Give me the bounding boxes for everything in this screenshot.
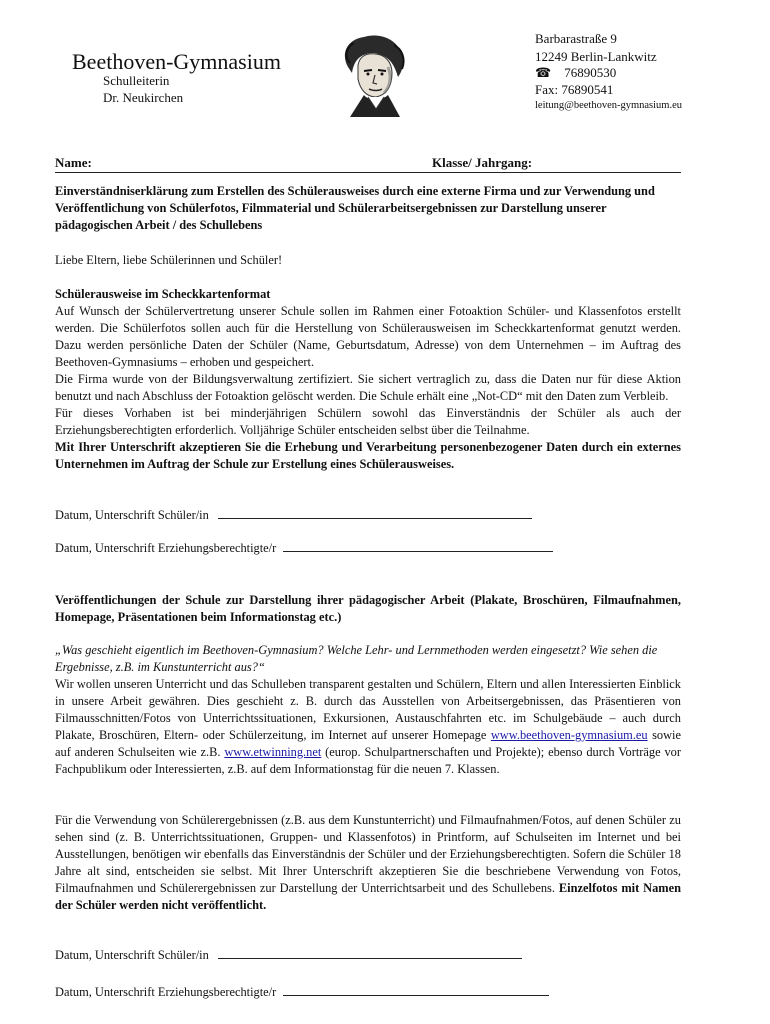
section1-paragraph-3: Für dieses Vorhaben ist bei minderjährigen Schülern sowohl das Einverständnis der Schüler als auch der Erziehungsberechtigten erforderlich. Volljährige Schüler entscheiden selbst über die Teilnahme. <box>55 406 681 437</box>
signature-line[interactable] <box>218 508 532 519</box>
signature-label: Datum, Unterschrift Erziehungsberechtigte/r <box>55 541 277 555</box>
paragraph-text: Für die Verwendung von Schülerergebnissen (z.B. aus dem Kunstunterricht) und Filmaufnahmen/Fotos, auf denen Schüler zu sehen sind (z. B. Unterrichtssituationen, Gruppen- und Klassenfotos) in Printform, auf Schulseiten im Internet und bei Ausstellungen, benötigen wir ebenfalls das Einverständnis der Schüler und der Erziehungsberechtigten. Sofern die Schüler 18 Jahre alt sind, entscheiden sie selbst. Mit Ihrer Unterschrift akzeptieren Sie die beschriebene Verwendung von Fotos, Filmaufnahmen und Schülerergebnissen zur Darstellung der Unterrichtsarbeit und des Schullebens. <box>55 813 681 895</box>
section1-consent-statement: Mit Ihrer Unterschrift akzeptieren Sie die Erhebung und Verarbeitung personenbezogener Daten durch ein externes Unternehmen im Auftrag der Schule zur Erstellung eines Schülerausweises. <box>55 440 681 471</box>
paragraph-text: sowie auf anderen Schulseiten wie z.B. <box>55 728 681 759</box>
paragraph-text: (europ. Schulpartnerschaften und Projekte); ebenso durch Vorträge vor Fachpublikum oder Interessierten, z.B. auf dem Informationstag für die neuen 7. Klassen. <box>55 745 682 776</box>
section2-heading: Veröffentlichungen der Schule zur Darstellung ihrer pädagogischer Arbeit (Plakate, Broschüren, Filmaufnahmen, Homepage, Präsentationen beim Informationstag etc.) <box>55 593 681 624</box>
section2-quote: „Was geschieht eigentlich im Beethoven-Gymnasium? Welche Lehr- und Lernmethoden werden eingesetzt? Wie sehen die Ergebnisse, z.B. im Kunstunterricht aus?“ <box>55 643 658 674</box>
class-label: Klasse/ Jahrgang: <box>432 155 533 170</box>
signature-parent-1[interactable] <box>55 540 553 557</box>
paragraph-text: Wir wollen unseren Unterricht und das Schulleben transparent gestalten und Schülern, Eltern und allen Interessierten Einblick in unsere Arbeit gewähren. Dies geschieht z. B. durch das Ausstellen von Arbeitsergebnissen, das Präsentieren von Filmausschnitten/Fotos von Unterrichtssituationen, Exkursionen, Austauschfahrten etc. im Schulgebäude – auch durch Plakate, Broschüren, Eltern- oder Schülerzeitung, im Internet auf unserer Homepage <box>55 677 681 742</box>
signature-line[interactable] <box>283 985 549 996</box>
section2-paragraph-2 <box>55 812 681 914</box>
address-city: 12249 Berlin-Lankwitz <box>535 49 657 64</box>
signature-label: Datum, Unterschrift Schüler/in <box>55 508 209 522</box>
name-label: Name: <box>55 155 92 170</box>
address-street: Barbarastraße 9 <box>535 31 617 46</box>
section1-paragraph-1: Auf Wunsch der Schülervertretung unserer Schule sollen im Rahmen einer Fotoaktion Schüler- und Klassenfotos erstellt werden. Die Schülerfotos sollen auch für die Herstellung von Schülerausweisen im Scheckkartenformat genutzt werden. Dazu werden persönliche Daten der Schüler (Name, Geburtsdatum, Adresse) von dem Unternehmen – im Auftrag des Beethoven-Gymnasiums – erhoben und gespeichert. <box>55 304 681 369</box>
beethoven-portrait <box>334 33 414 117</box>
phone-line <box>535 64 616 81</box>
section2-paragraph-1 <box>55 676 681 778</box>
signature-label: Datum, Unterschrift Erziehungsberechtigte/r <box>55 985 277 999</box>
section1-paragraph-2: Die Firma wurde von der Bildungsverwaltung zertifiziert. Sie sichert vertraglich zu, dass die Daten nur für diese Aktion benutzt und nach Abschluss der Fotoaktion gelöscht werden. Die Schule erhält eine „Not-CD“ mit den Daten zum Verbleib. <box>55 372 681 403</box>
email-address: leitung@beethoven-gymnasium.eu <box>535 100 683 111</box>
school-name: Beethoven-Gymnasium <box>72 49 281 74</box>
signature-line[interactable] <box>218 948 522 959</box>
signature-label: Datum, Unterschrift Schüler/in <box>55 948 209 962</box>
name-class-underline <box>55 172 681 173</box>
section-student-id <box>55 286 681 473</box>
document-title: Einverständniserklärung zum Erstellen des Schülerausweises durch eine externe Firma und zur Verwendung und Veröffentlichung von Schülerfotos, Filmmaterial und Schülerarbeitsergebnissen zur Darstellung unserer pädagogischen Arbeit / des Schullebens <box>55 184 655 232</box>
phone-number: 76890530 <box>564 65 617 80</box>
phone-icon: ☎ <box>535 65 552 80</box>
no-names-statement: Einzelfotos mit Namen der Schüler werden nicht veröffentlicht. <box>55 881 682 912</box>
principal-name: Dr. Neukirchen <box>103 90 184 105</box>
principal-role: Schulleiterin <box>103 73 170 88</box>
signature-parent-2[interactable] <box>55 984 549 1001</box>
signature-student-2[interactable] <box>55 947 522 964</box>
greeting: Liebe Eltern, liebe Schülerinnen und Schüler! <box>55 253 283 267</box>
signature-student-1[interactable] <box>55 507 532 524</box>
fax-number: Fax: 76890541 <box>535 82 614 97</box>
homepage-link[interactable]: www.beethoven-gymnasium.eu <box>490 728 648 742</box>
signature-line[interactable] <box>283 541 553 552</box>
etwinning-link[interactable]: www.etwinning.net <box>224 745 322 759</box>
section1-heading: Schülerausweise im Scheckkartenformat <box>55 287 271 301</box>
